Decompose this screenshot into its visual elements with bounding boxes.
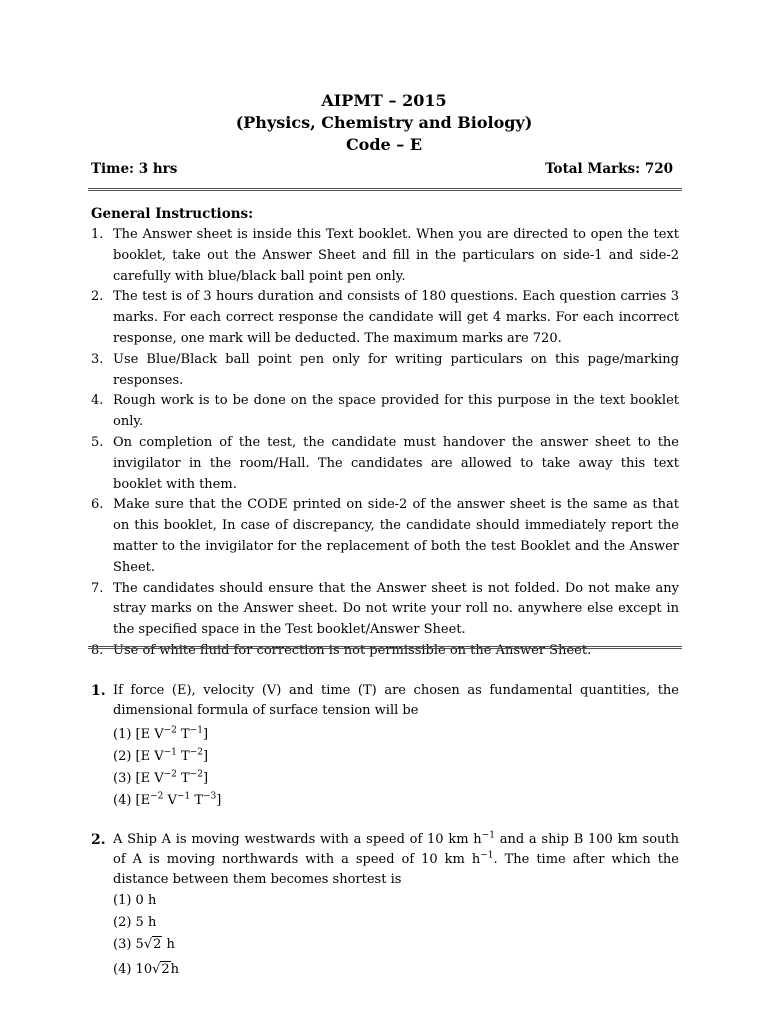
total-marks-label: Total Marks: 720 <box>545 161 673 177</box>
question-number: 1. <box>91 683 106 699</box>
option-3: (3) [E $V^{-2}$ $T^{-2}$] <box>113 769 209 786</box>
exam-title: AIPMT – 2015 <box>321 91 447 110</box>
option-3: (3) 5√2 h <box>113 934 679 956</box>
option-2: (2) 5 h <box>113 915 157 930</box>
divider-top <box>88 188 682 191</box>
instruction-item: 2. The test is of 3 hours duration and consists of 180 questions. Each question carries 3 marks. For each correct response the candidate will get 4 marks. For each incorrect response, one mark will be deducted. The maximum marks are 720. <box>91 289 679 346</box>
option-4: (4) 10√2h <box>113 959 679 981</box>
time-label: Time: 3 hrs <box>91 161 178 177</box>
instruction-item: 7. The candidates should ensure that the Answer sheet is not folded. Do not make any stray marks on the Answer sheet. Do not write your roll no. anywhere else except in the specified space in the Test booklet/Answer Sheet. <box>91 580 679 638</box>
option-1: (1) 0 h <box>113 893 157 908</box>
instructions-list <box>91 225 679 662</box>
question-2 <box>91 830 679 981</box>
instructions-title: General Instructions: <box>91 206 254 222</box>
sqrt-symbol: √2 <box>143 937 162 952</box>
instruction-item: 5. On completion of the test, the candidate must handover the answer sheet to the invigilator in the room/Hall. The candidates are allowed to take away this text booklet with them. <box>91 434 679 492</box>
question-text: A Ship A is moving westwards with a speed of 10 km $h^{-1}$ and a ship B 100 km south of A is moving northwards with a speed of 10 km $h^{-1}$. The time after which the distance between them becomes shortest is <box>113 830 679 887</box>
instruction-item: 6. Make sure that the CODE printed on side-2 of the answer sheet is the same as that on this booklet, In case of discrepancy, the candidate should immediately report the matter to the invigilator for the replacement of both the test Booklet and the Answer Sheet. <box>91 497 679 575</box>
question-text: If force (E), velocity (V) and time (T) are chosen as fundamental quantities, the dimensional formula of surface tension will be <box>113 683 679 718</box>
question-number: 2. <box>91 832 106 848</box>
sqrt-symbol: √2 <box>152 962 170 977</box>
option-4: (4) [$E^{-2}$ $V^{-1}$ $T^{-3}$] <box>113 791 222 808</box>
instruction-item: 4. Rough work is to be done on the space provided for this purpose in the text booklet only. <box>91 393 679 430</box>
exam-header <box>0 90 768 156</box>
instruction-item: 3. Use Blue/Black ball point pen only for writing particulars on this page/marking responses. <box>91 351 679 388</box>
option-2: (2) [E $V^{-1}$ $T^{-2}$] <box>113 747 209 764</box>
divider-bottom <box>88 646 682 649</box>
instruction-item: 8. Use of white fluid for correction is not permissible on the Answer Sheet. <box>91 642 592 658</box>
question-1 <box>91 681 679 812</box>
exam-subtitle: (Physics, Chemistry and Biology) <box>235 113 533 132</box>
option-1: (1) [E $V^{-2}$ $T^{-1}$] <box>113 725 209 742</box>
instruction-item: 1. The Answer sheet is inside this Text booklet. When you are directed to open the text booklet, take out the Answer Sheet and fill in the particulars on side-1 and side-2 carefully with blue/black ball point pen only. <box>91 227 679 284</box>
exam-code: Code – E <box>345 135 423 154</box>
